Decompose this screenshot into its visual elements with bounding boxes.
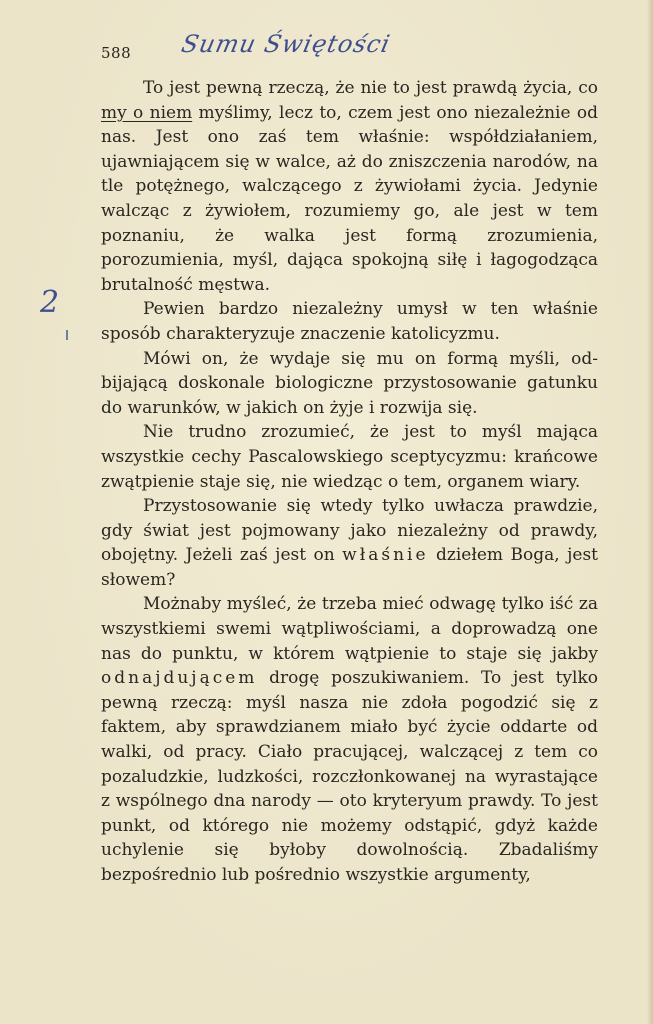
- page-number: 588: [101, 44, 132, 62]
- text-run: To jest pewną rzeczą, że nie to jest prawdą życia, co: [143, 78, 598, 98]
- text-run: Nie trudno zrozumieć, że jest to myśl mająca wszystkie cechy Pascalowskiego sceptycyzmu: krańcowe zwątpienie staje się, nie wiedząc o tem, organem wiary.: [101, 422, 598, 492]
- handwritten-margin-note: 2: [40, 285, 60, 320]
- text-run: Przystosowanie się wtedy tylko uwłacza prawdzie, gdy świat jest pojmowany jako niezależny od prawdy, obojętny. Jeżeli zaś jest on: [101, 496, 598, 566]
- paragraph: [101, 76, 598, 297]
- text-run: Mówi on, że wydaje się mu on formą myśli, odbijającą doskonale biologiczne przystosowanie gatunku do warunków, w jakich on żyje i rozwija się.: [101, 348, 598, 418]
- paragraph: [101, 420, 598, 494]
- paragraph: [101, 494, 598, 592]
- text-spaced: odnajdującem: [101, 668, 258, 689]
- text-run: myślimy, lecz to, czem jest ono niezależnie od nas. Jest ono zaś tem właśnie: współdziałaniem, ujawniającem się w walce, aż do zniszczenia narodów, na tle potężnego, walczącego z żywiołami życia. Jedynie walcząc z żywiołem, rozumiemy go, ale jest w tem poznaniu, że walka jest formą zrozumienia, porozumienia, myśl, dająca spokojną siłę i łagogodząca brutalność męstwa.: [101, 102, 598, 295]
- text-run: Pewien bardzo niezależny umysł w ten właśnie sposób charakteryzuje znaczenie katolicyzmu.: [101, 299, 598, 344]
- margin-pencil-tick: [66, 330, 68, 340]
- paragraph: [101, 297, 598, 346]
- text-run: drogę poszukiwaniem. To jest tylko pewną rzeczą: myśl nasza nie zdoła pogodzić się z faktem, aby sprawdzianem miało być życie oddarte od walki, od pracy. Ciało pracującej, walczącej z tem co pozaludzkie, ludzkości, rozczłonkowanej na wyrastające z wspólnego dna narody — oto kryteryum prawdy. To jest punkt, od którego nie możemy odstąpić, gdyż każde uchylenie się byłoby dowolnością. Zbadaliśmy bezpośrednio lub pośrednio wszystkie argumenty,: [101, 668, 598, 885]
- paragraph: [101, 592, 598, 887]
- text-spaced: właśnie: [342, 545, 429, 566]
- body-text: [101, 76, 598, 888]
- page-edge-shadow: [647, 0, 653, 1024]
- handwritten-header-note: Sumu Świętości: [179, 30, 394, 58]
- paragraph: [101, 347, 598, 421]
- text-underline: my o niem: [101, 102, 193, 123]
- text-run: dziełem Boga, jest słowem?: [101, 545, 598, 590]
- text-run: Możnaby myśleć, że trzeba mieć odwagę tylko iść za wszystkiemi swemi wątpliwościami, a doprowadzą one nas do punktu, w którem wątpienie to staje się jakby: [101, 594, 598, 664]
